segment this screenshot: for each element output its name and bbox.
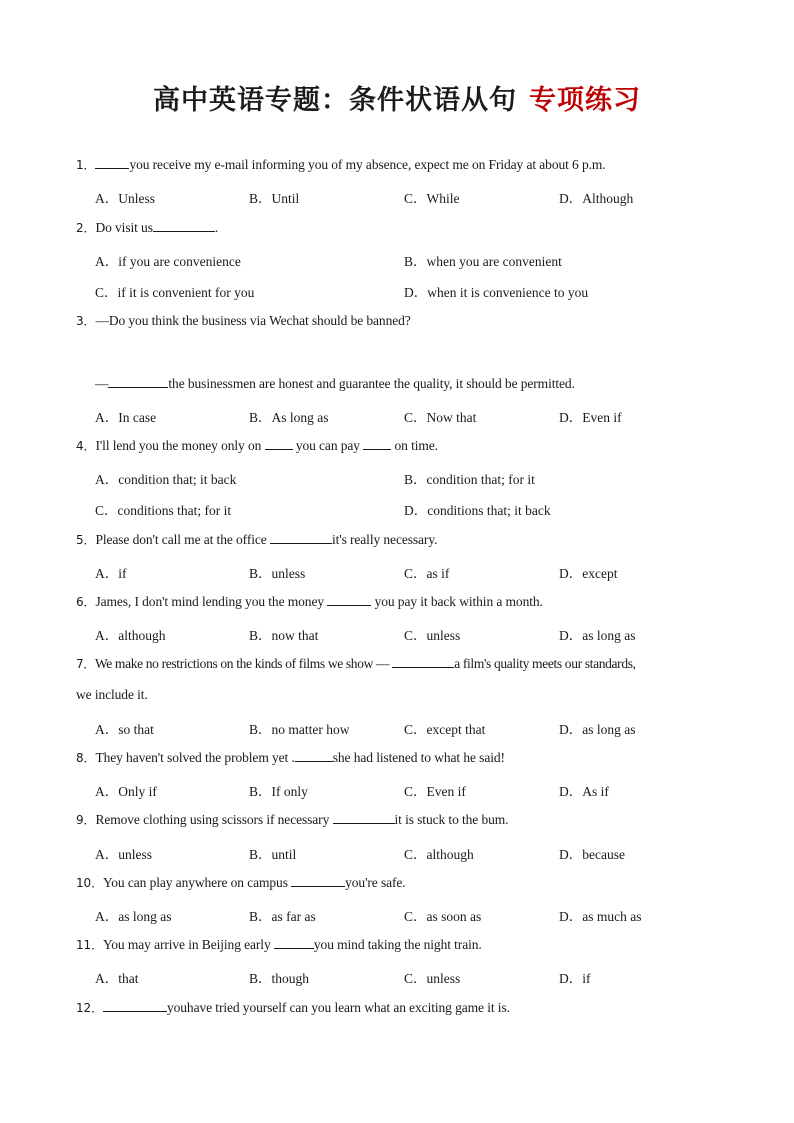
answer-blank xyxy=(153,219,215,232)
answer-blank xyxy=(270,531,332,544)
question-8: 8．They haven't solved the problem yet . she had listened to what he said! xyxy=(76,750,505,765)
question-10: 10．You can play anywhere on campus you're safe. xyxy=(76,875,406,890)
option: C．although xyxy=(404,847,474,862)
option: A．In case xyxy=(95,410,157,425)
option: C．as if xyxy=(404,566,450,581)
question-5: 5．Please don't call me at the office it's really necessary. xyxy=(76,532,438,547)
answer-blank xyxy=(363,437,391,450)
option: B．no matter how xyxy=(249,722,350,737)
option: A．so that xyxy=(95,722,154,737)
option: B．though xyxy=(249,971,310,986)
option: D．except xyxy=(559,566,618,581)
question-4: 4．I'll lend you the money only on you can pay on time. xyxy=(76,438,438,453)
option: B．when you are convenient xyxy=(404,254,562,269)
question-9: 9．Remove clothing using scissors if necessary it is stuck to the bum. xyxy=(76,812,509,827)
option: A．Unless xyxy=(95,191,155,206)
option: D．as long as xyxy=(559,628,636,643)
option: B．until xyxy=(249,847,297,862)
answer-blank xyxy=(291,874,345,887)
answer-blank xyxy=(103,999,167,1012)
option: D．as much as xyxy=(559,909,642,924)
option: A．unless xyxy=(95,847,152,862)
option: D．when it is convenience to you xyxy=(404,285,589,300)
option: B．As long as xyxy=(249,410,329,425)
answer-blank xyxy=(392,655,454,668)
option: B．as far as xyxy=(249,909,316,924)
option: D．conditions that; it back xyxy=(404,503,551,518)
question-7: 7．We make no restrictions on the kinds of films we show — a film's quality meets our standards, xyxy=(76,656,636,671)
question-3: 3．—Do you think the business via Wechat should be banned? xyxy=(76,313,411,328)
page-title xyxy=(0,78,794,117)
question-12: 12． youhave tried yourself can you learn what an exciting game it is. xyxy=(76,1000,510,1015)
option: A．Only if xyxy=(95,784,157,799)
answer-blank xyxy=(295,749,333,762)
option: C．unless xyxy=(404,971,461,986)
question-6: 6．James, I don't mind lending you the money you pay it back within a month. xyxy=(76,594,543,609)
answer-blank xyxy=(274,936,314,949)
option: A．that xyxy=(95,971,139,986)
answer-blank xyxy=(265,437,293,450)
option: C．except that xyxy=(404,722,486,737)
option: D．if xyxy=(559,971,591,986)
option: D．as long as xyxy=(559,722,636,737)
answer-blank xyxy=(108,375,168,388)
answer-blank xyxy=(327,593,371,606)
option: A．if you are convenience xyxy=(95,254,241,269)
answer-blank xyxy=(95,156,129,169)
option: B．unless xyxy=(249,566,306,581)
option: D．As if xyxy=(559,784,609,799)
option: D．because xyxy=(559,847,625,862)
option: C．While xyxy=(404,191,460,206)
option: B．If only xyxy=(249,784,308,799)
option: B．Until xyxy=(249,191,300,206)
option: C．unless xyxy=(404,628,461,643)
title-highlight: 专项练习 xyxy=(529,85,641,116)
option: D．Even if xyxy=(559,410,622,425)
option: C．if it is convenient for you xyxy=(95,285,255,300)
question-7-continued: we include it. xyxy=(76,687,148,702)
option: C．Now that xyxy=(404,410,477,425)
question-11: 11．You may arrive in Beijing early you mind taking the night train. xyxy=(76,937,482,952)
option: D．Although xyxy=(559,191,634,206)
option: B．condition that; for it xyxy=(404,472,535,487)
answer-blank xyxy=(333,811,395,824)
option: C．Even if xyxy=(404,784,466,799)
option: C．as soon as xyxy=(404,909,482,924)
question-3-response: — the businessmen are honest and guarantee the quality, it should be permitted. xyxy=(95,376,575,391)
title-main: 高中英语专题：条件状语从句 xyxy=(153,85,517,116)
option: A．as long as xyxy=(95,909,172,924)
question-2: 2．Do visit us . xyxy=(76,220,219,235)
question-1: 1． you receive my e-mail informing you of my absence, expect me on Friday at about 6 p.m. xyxy=(76,157,606,172)
option: A．condition that; it back xyxy=(95,472,237,487)
option: B．now that xyxy=(249,628,319,643)
option: A．if xyxy=(95,566,127,581)
option: C．conditions that; for it xyxy=(95,503,232,518)
option: A．although xyxy=(95,628,166,643)
